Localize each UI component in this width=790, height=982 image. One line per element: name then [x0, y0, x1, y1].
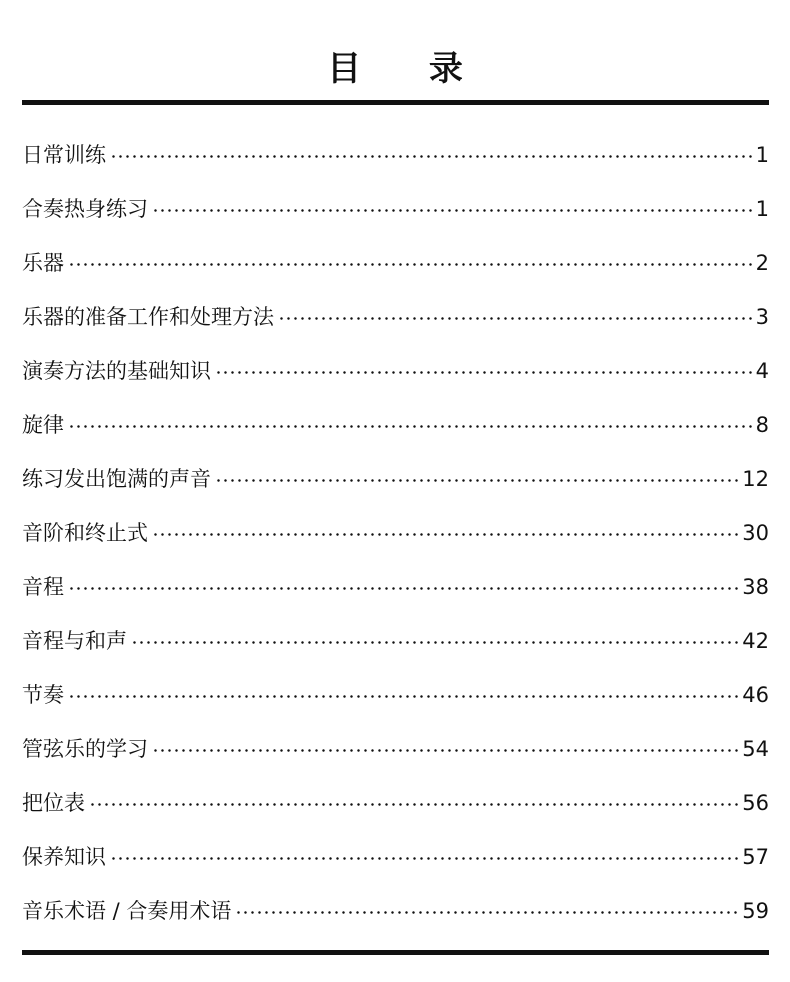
toc-page-number: 8	[755, 413, 769, 437]
dot-leader	[68, 695, 738, 698]
toc-page-number: 12	[742, 467, 769, 491]
toc-entry-title: 音程与和声	[22, 629, 127, 653]
toc-entry-title: 管弦乐的学习	[22, 737, 148, 761]
toc-entry-title: 练习发出饱满的声音	[22, 467, 211, 491]
toc-entry[interactable]	[22, 290, 769, 344]
dot-leader	[68, 263, 752, 266]
toc-entry[interactable]	[22, 236, 769, 290]
toc-entry-title: 乐器的准备工作和处理方法	[22, 305, 274, 329]
toc-entry[interactable]	[22, 182, 769, 236]
toc-page-number: 1	[755, 143, 769, 167]
toc-entry-title: 合奏热身练习	[22, 197, 148, 221]
toc-page-number: 46	[742, 683, 769, 707]
toc-page-number: 38	[742, 575, 769, 599]
toc-entry[interactable]	[22, 344, 769, 398]
toc-page-number: 4	[755, 359, 769, 383]
dot-leader	[235, 911, 738, 914]
dot-leader	[152, 749, 738, 752]
toc-entry[interactable]	[22, 452, 769, 506]
dot-leader	[110, 155, 752, 158]
toc-page-number: 56	[742, 791, 769, 815]
toc-entry[interactable]	[22, 128, 769, 182]
dot-leader	[131, 641, 738, 644]
dot-leader	[152, 533, 738, 536]
toc-list	[22, 128, 769, 938]
dot-leader	[68, 587, 738, 590]
toc-entry[interactable]	[22, 614, 769, 668]
dot-leader	[68, 425, 752, 428]
toc-page-number: 1	[755, 197, 769, 221]
toc-entry-title: 乐器	[22, 251, 64, 275]
toc-entry[interactable]	[22, 560, 769, 614]
toc-entry-title: 音程	[22, 575, 64, 599]
toc-page-number: 59	[742, 899, 769, 923]
toc-entry-title: 节奏	[22, 683, 64, 707]
bottom-divider	[22, 950, 769, 955]
toc-entry[interactable]	[22, 722, 769, 776]
toc-entry[interactable]	[22, 398, 769, 452]
dot-leader	[215, 371, 752, 374]
toc-entry-title: 把位表	[22, 791, 85, 815]
toc-entry-title: 日常训练	[22, 143, 106, 167]
top-divider	[22, 100, 769, 105]
toc-page-number: 30	[742, 521, 769, 545]
toc-page-number: 3	[755, 305, 769, 329]
toc-entry[interactable]	[22, 884, 769, 938]
dot-leader	[89, 803, 738, 806]
toc-page-number: 54	[742, 737, 769, 761]
toc-page-number: 42	[742, 629, 769, 653]
toc-entry[interactable]	[22, 506, 769, 560]
toc-entry-title: 保养知识	[22, 845, 106, 869]
toc-entry-title: 演奏方法的基础知识	[22, 359, 211, 383]
dot-leader	[278, 317, 752, 320]
toc-entry[interactable]	[22, 776, 769, 830]
toc-entry-title: 音阶和终止式	[22, 521, 148, 545]
dot-leader	[215, 479, 738, 482]
toc-entry[interactable]	[22, 668, 769, 722]
toc-entry-title: 旋律	[22, 413, 64, 437]
dot-leader	[110, 857, 738, 860]
toc-entry-title: 音乐术语 / 合奏用术语	[22, 899, 232, 923]
dot-leader	[152, 209, 752, 212]
page-title: 目 录	[327, 48, 491, 89]
toc-page-number: 2	[755, 251, 769, 275]
toc-entry[interactable]	[22, 830, 769, 884]
toc-page-number: 57	[742, 845, 769, 869]
